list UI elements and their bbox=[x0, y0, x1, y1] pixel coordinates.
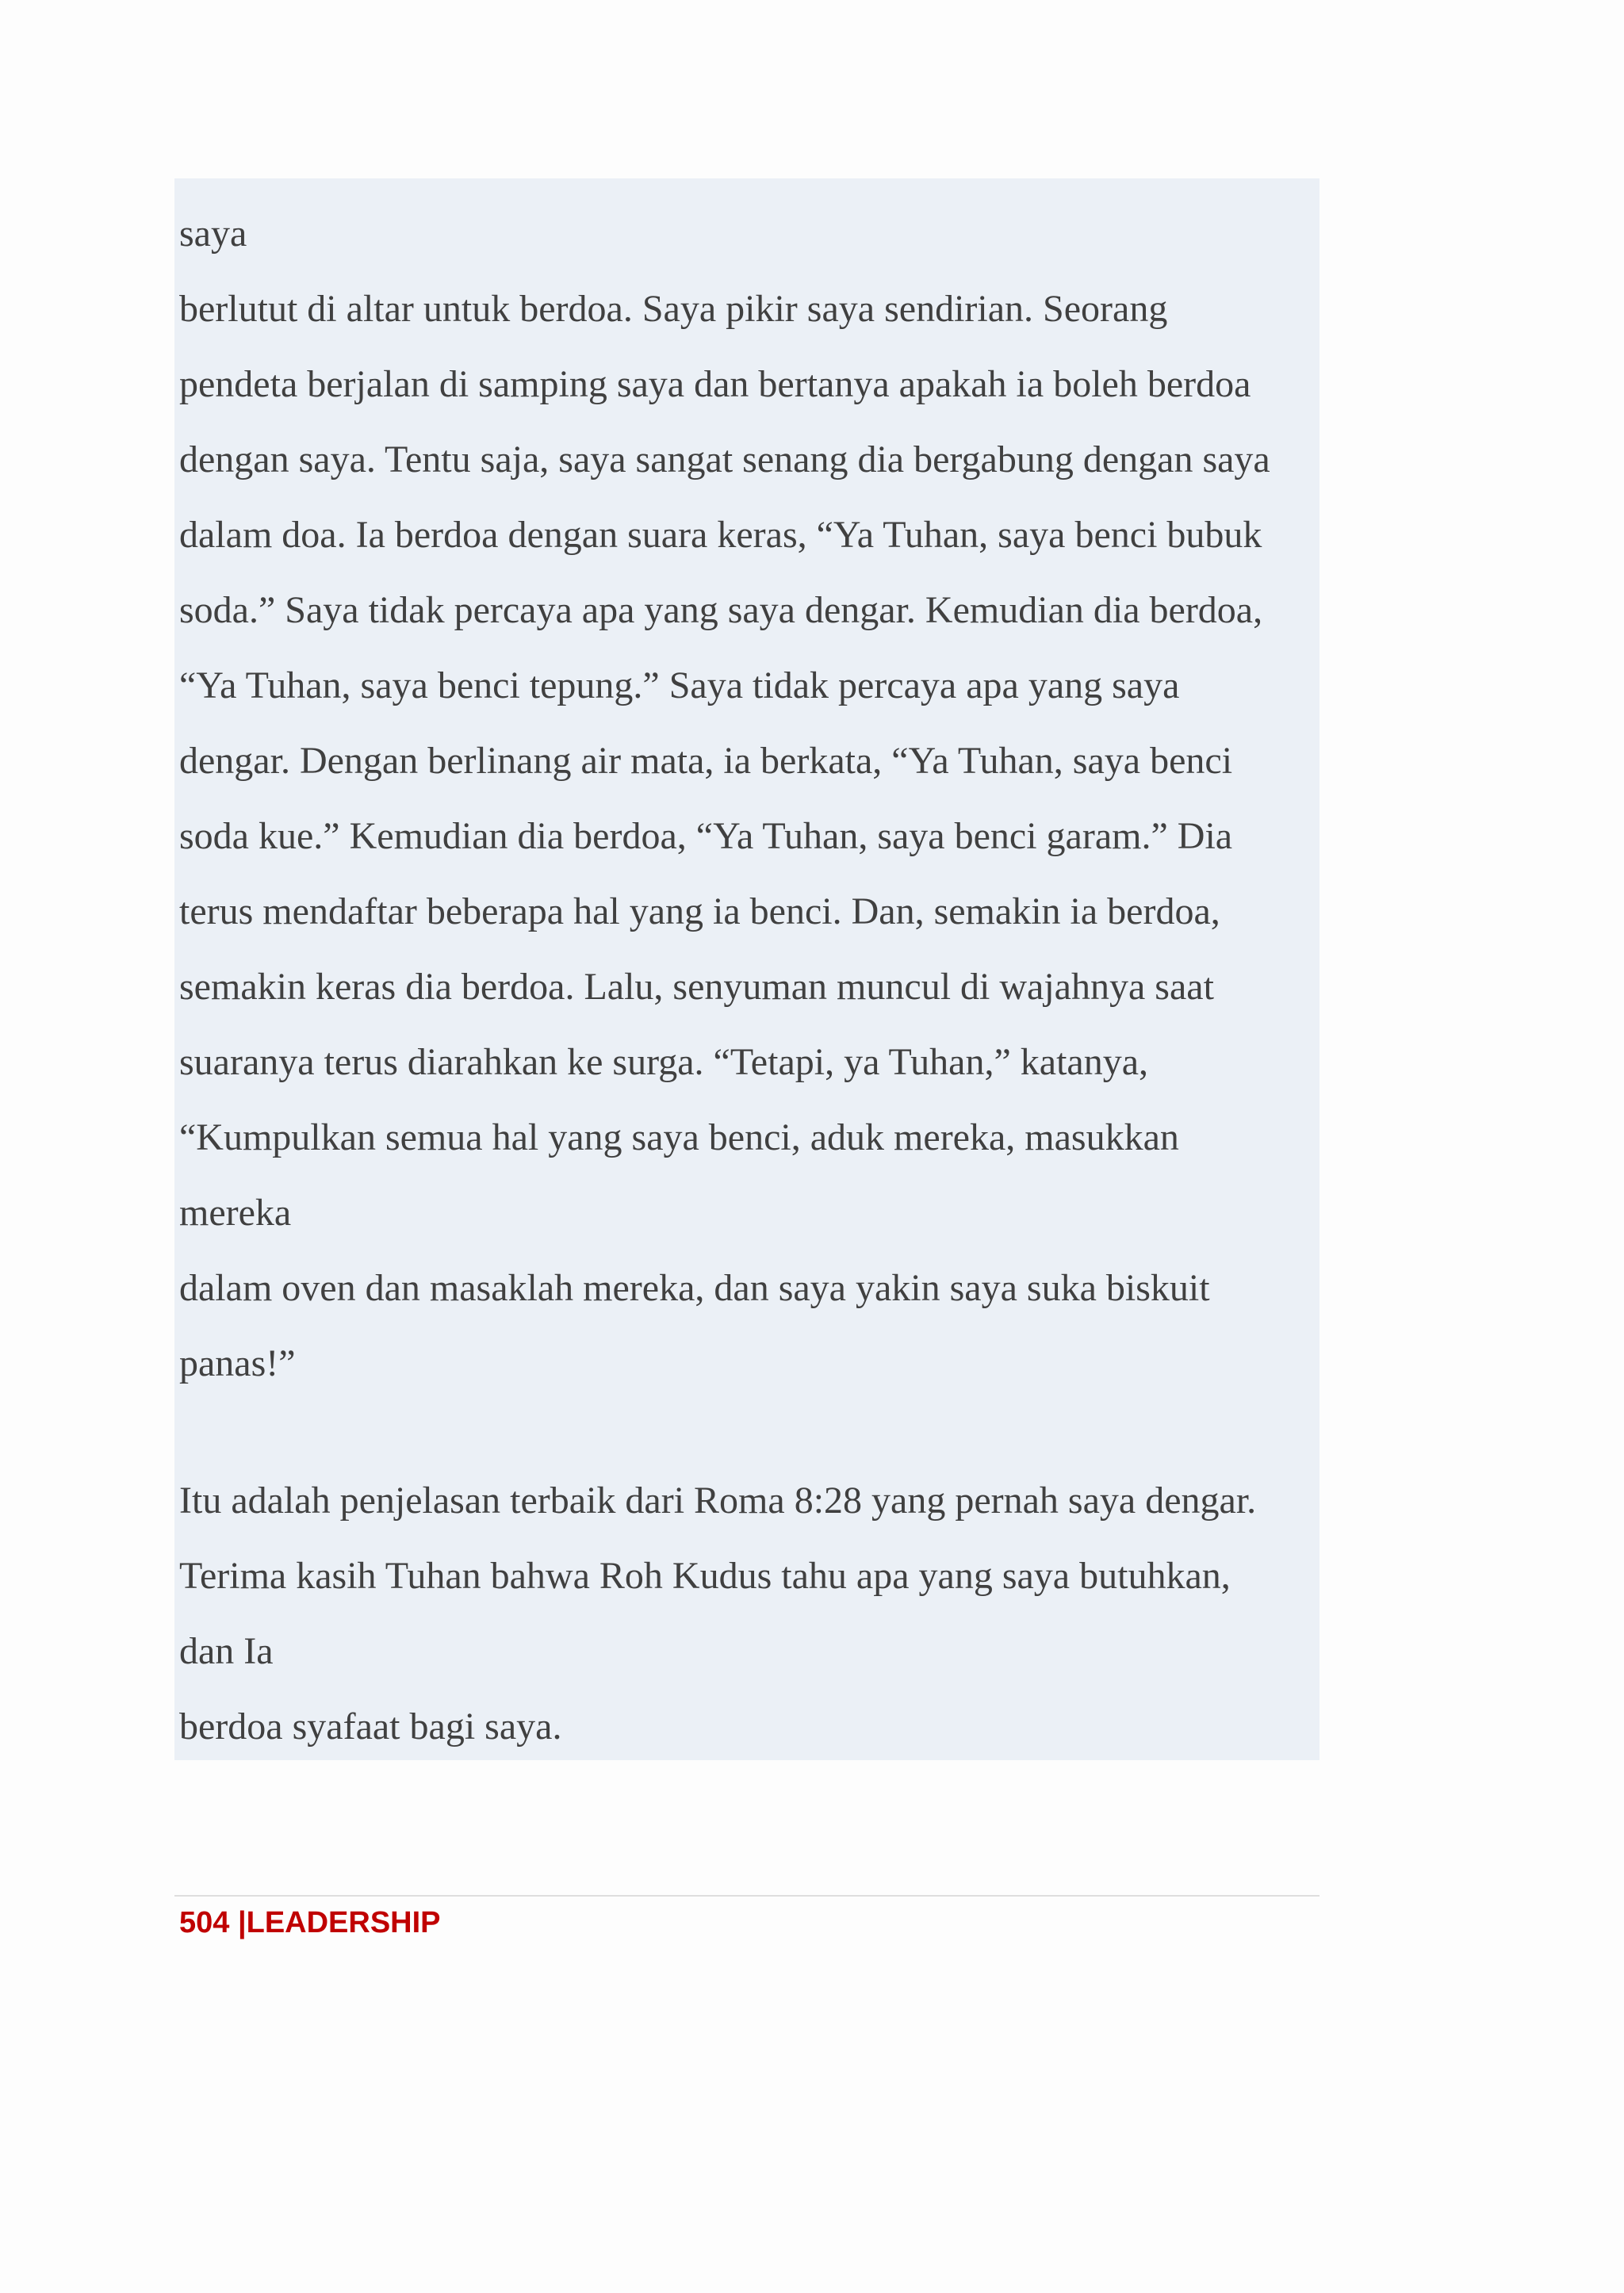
text-line: dan Ia bbox=[179, 1630, 274, 1672]
text-line: berlutut di altar untuk berdoa. Saya pikir saya sendirian. Seorang bbox=[179, 288, 1168, 330]
text-line: suaranya terus diarahkan ke surga. “Tetapi, ya Tuhan,” katanya, bbox=[179, 1041, 1149, 1083]
text-line: panas!” bbox=[179, 1342, 296, 1384]
footer-separator: | bbox=[229, 1906, 247, 1939]
text-block bbox=[174, 178, 1320, 1760]
footer-section-title: LEADERSHIP bbox=[246, 1906, 441, 1939]
text-line: Itu adalah penjelasan terbaik dari Roma 8:28 yang pernah saya dengar. bbox=[179, 1480, 1257, 1522]
text-line: berdoa syafaat bagi saya. bbox=[179, 1705, 562, 1748]
text-line: semakin keras dia berdoa. Lalu, senyuman muncul di wajahnya saat bbox=[179, 966, 1214, 1008]
text-line: dengar. Dengan berlinang air mata, ia berkata, “Ya Tuhan, saya benci bbox=[179, 740, 1233, 782]
text-line: “Kumpulkan semua hal yang saya benci, aduk mereka, masukkan bbox=[179, 1116, 1179, 1158]
text-line: dalam doa. Ia berdoa dengan suara keras, “Ya Tuhan, saya benci bubuk bbox=[179, 514, 1262, 556]
text-line: dengan saya. Tentu saja, saya sangat senang dia bergabung dengan saya bbox=[179, 438, 1270, 480]
footer-divider bbox=[174, 1895, 1320, 1897]
text-line: saya bbox=[179, 212, 247, 255]
text-line: terus mendaftar beberapa hal yang ia benci. Dan, semakin ia berdoa, bbox=[179, 890, 1220, 932]
text-line: dalam oven dan masaklah mereka, dan saya yakin saya suka biskuit bbox=[179, 1267, 1210, 1309]
page-footer bbox=[179, 1903, 441, 1943]
text-line: soda.” Saya tidak percaya apa yang saya dengar. Kemudian dia berdoa, bbox=[179, 589, 1263, 631]
text-line: “Ya Tuhan, saya benci tepung.” Saya tidak percaya apa yang saya bbox=[179, 664, 1180, 706]
text-line: pendeta berjalan di samping saya dan bertanya apakah ia boleh berdoa bbox=[179, 363, 1251, 405]
text-line: Terima kasih Tuhan bahwa Roh Kudus tahu apa yang saya butuhkan, bbox=[179, 1555, 1231, 1597]
page-number: 504 bbox=[179, 1906, 230, 1939]
text-line: mereka bbox=[179, 1192, 292, 1234]
text-line: soda kue.” Kemudian dia berdoa, “Ya Tuhan, saya benci garam.” Dia bbox=[179, 815, 1233, 857]
